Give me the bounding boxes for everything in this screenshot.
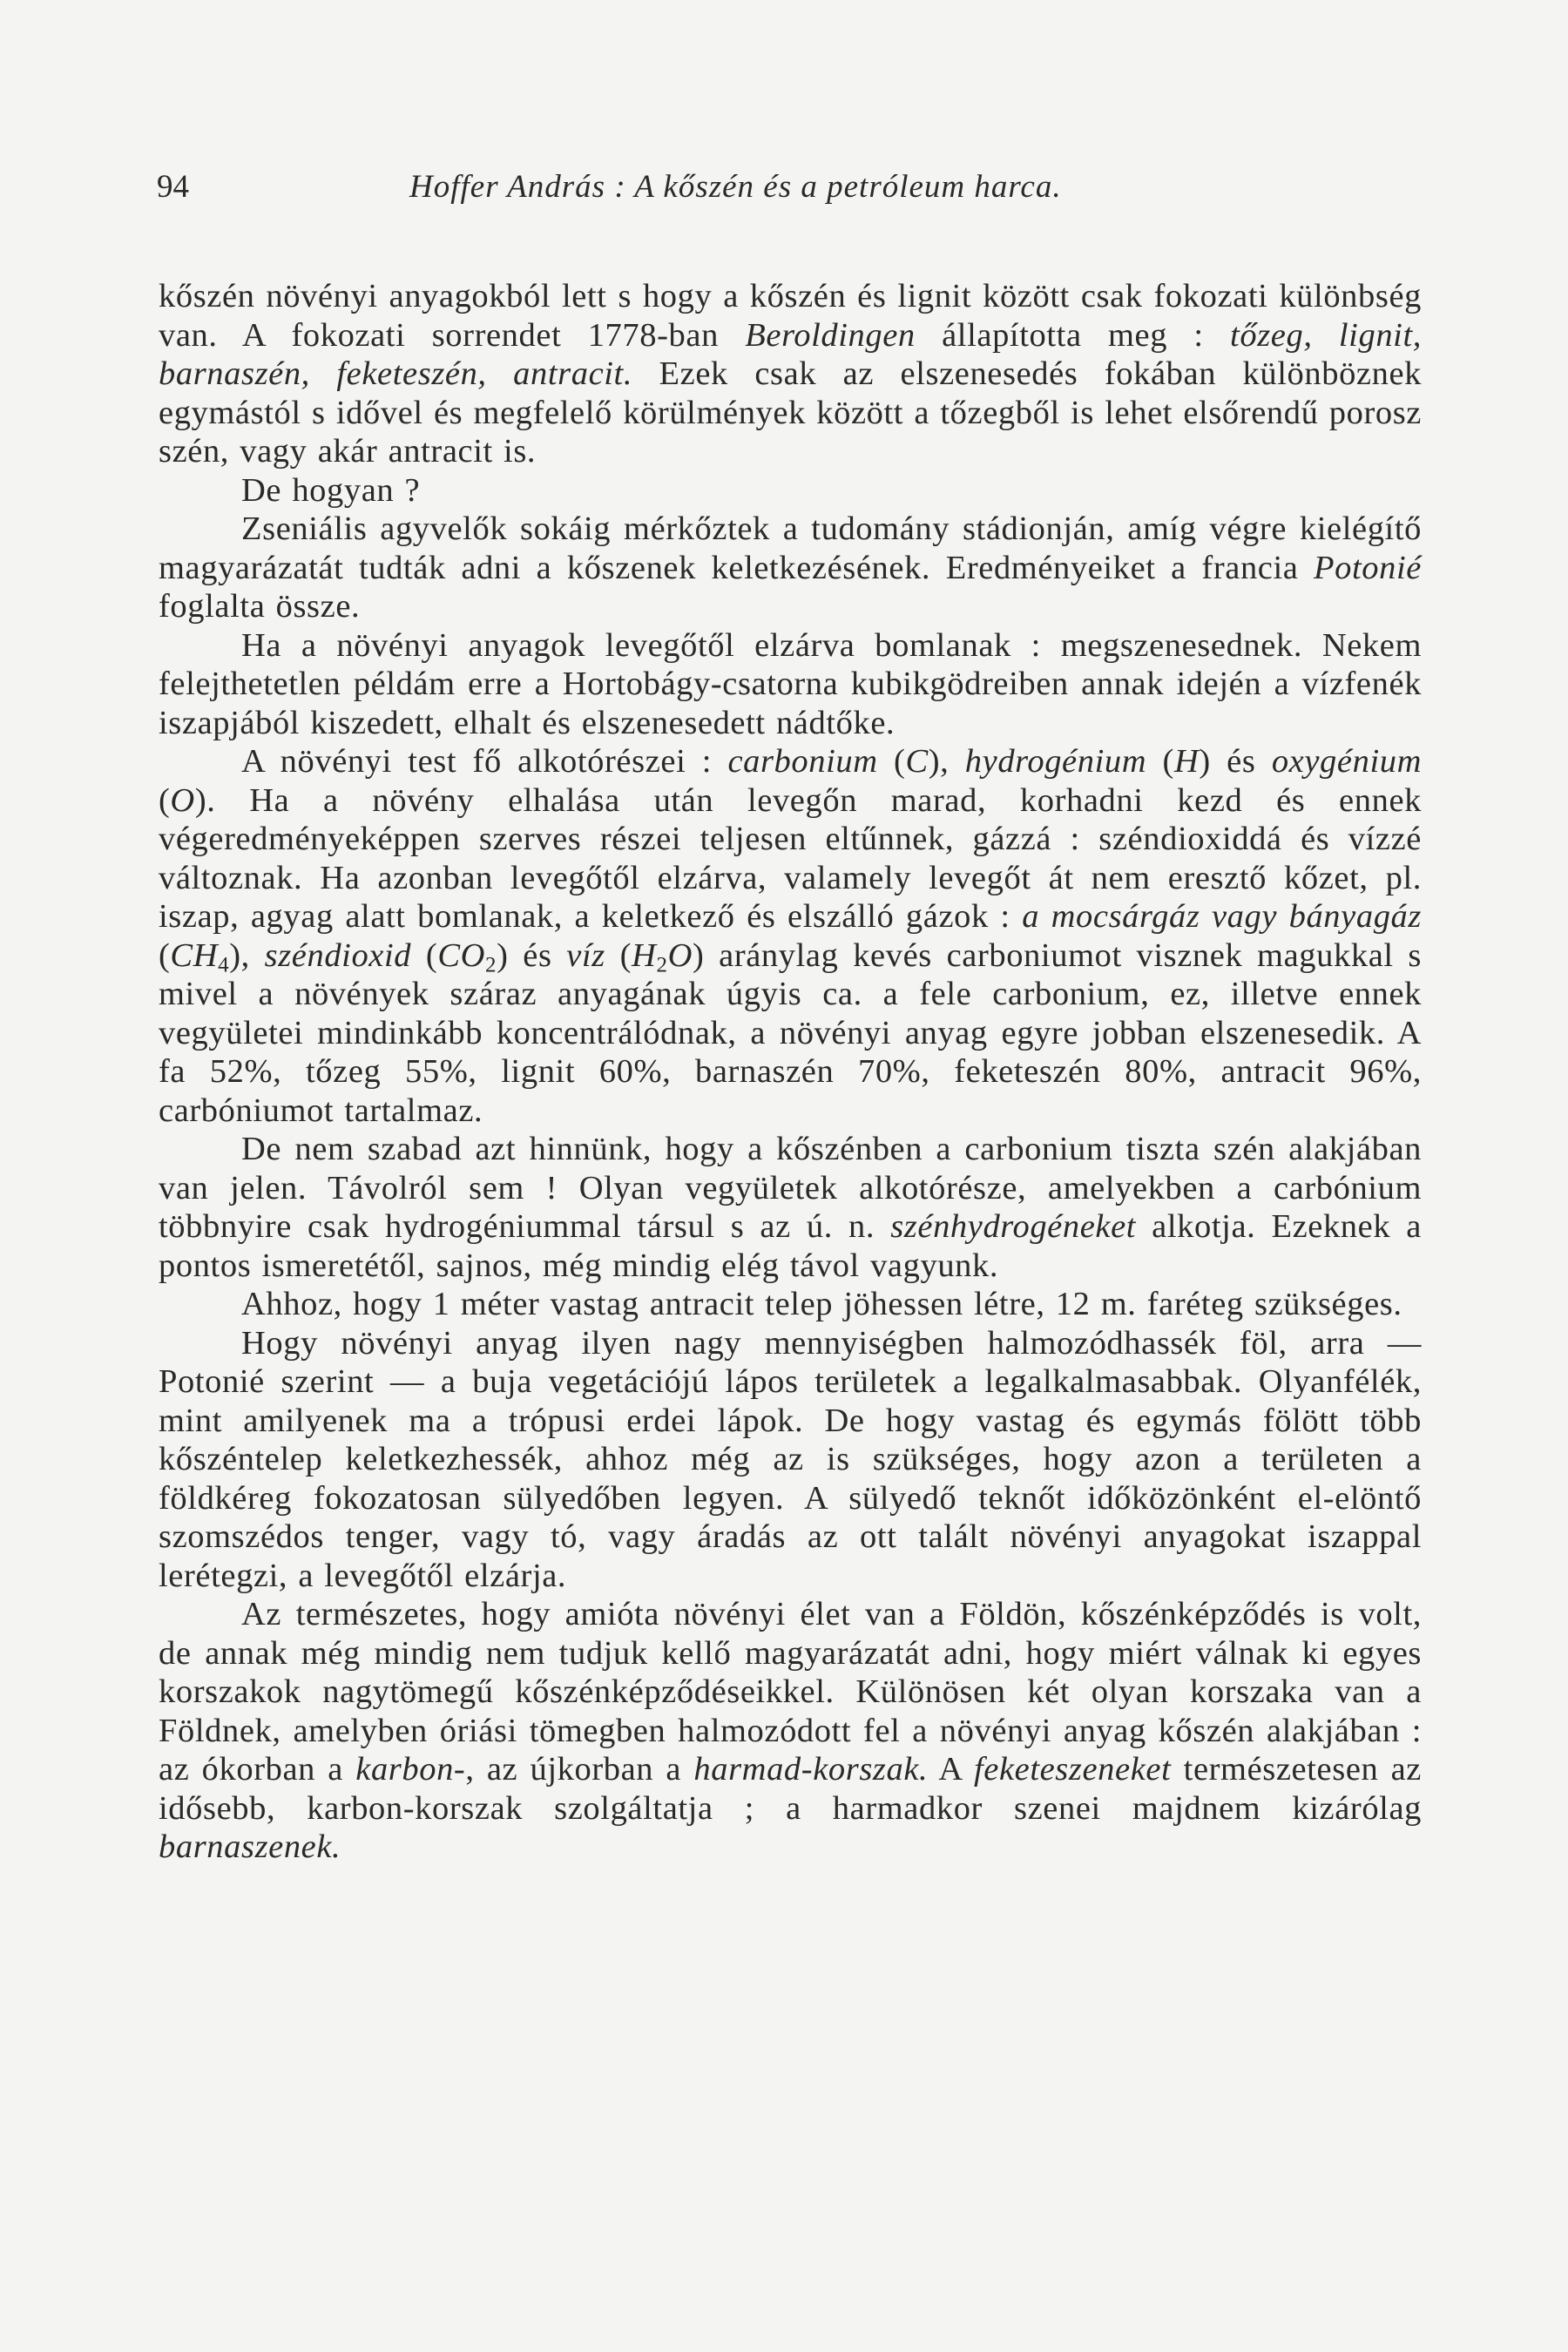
text-run: Ahhoz, hogy 1 méter vastag antracit telep jöhessen létre, 12 m. faréteg szükséges. bbox=[241, 1286, 1402, 1322]
text-run: A növényi test fő alkotórészei : bbox=[241, 743, 728, 780]
text-run: ) aránylag kevés carboniumot visznek magukkal s mivel a növények száraz anyagának úgyis ca. a fele carbonium, ez, illetve ennek vegyületei mindinkább koncentrálódnak, a növényi anyag egyre jobban elszenesedik. A fa 52%, tőzeg 55%, lignit 60%, barnaszén 70%, feketeszén 80%, antracit 96%, carbóniumot tartalmaz. bbox=[159, 936, 1422, 1129]
text-run: ). Ha a növény elhalása után levegőn marad, korhadni kezd és ennek végeredményeképpen szerves részei teljesen eltűnnek, gázzá : széndioxiddá és vízzé változnak. Ha azonban levegőtől elzárva, valamely levegőt át nem eresztő kőzet, pl. iszap, agyag alatt bomlanak, a keletkező és elszálló gázok : bbox=[159, 781, 1422, 935]
text-run: ) és bbox=[497, 936, 567, 974]
italic-text: C bbox=[905, 743, 929, 780]
text-run: De hogyan ? bbox=[241, 471, 421, 509]
italic-text: barnaszenek. bbox=[159, 1828, 341, 1865]
italic-text: CO bbox=[437, 936, 486, 974]
paragraph bbox=[159, 277, 1422, 471]
italic-text: karbon- bbox=[355, 1751, 466, 1788]
italic-text: O bbox=[667, 936, 693, 974]
paragraph bbox=[159, 1324, 1422, 1596]
paragraph bbox=[159, 471, 1422, 510]
italic-text: H bbox=[1173, 743, 1200, 780]
italic-text: harmad-korszak. bbox=[693, 1751, 929, 1788]
italic-text: H bbox=[632, 936, 657, 974]
text-run: természetesen az idősebb, karbon-korszak szolgáltatja ; a harmadkor szenei majdnem kizárólag bbox=[159, 1751, 1422, 1827]
body-text bbox=[159, 277, 1422, 1867]
italic-text: oxygénium bbox=[1271, 743, 1422, 780]
italic-text: tőzeg, lignit, barnaszén, feketeszén, antracit. bbox=[159, 316, 1422, 392]
paragraph bbox=[159, 742, 1422, 1130]
italic-text: hydrogénium bbox=[964, 743, 1147, 780]
text-run: De nem szabad azt hinnünk, hogy a kőszénben a carbonium tiszta szén alakjában van jelen. Távolról sem ! Olyan vegyületek alkotórésze, amelyekben a carbónium többnyire csak hydrogéniummal társul s az ú. n. bbox=[159, 1131, 1422, 1245]
text-run: állapította meg : bbox=[915, 316, 1231, 354]
italic-text: víz bbox=[566, 936, 605, 974]
paragraph bbox=[159, 1285, 1422, 1324]
italic-text: széndioxid bbox=[264, 936, 412, 974]
text-run: foglalta össze. bbox=[159, 588, 361, 625]
text-run: ( bbox=[159, 936, 171, 974]
text-run: ), bbox=[229, 936, 265, 974]
italic-text: Potonié bbox=[1314, 549, 1422, 586]
italic-text: carbonium bbox=[727, 743, 878, 780]
text-run: Ezek csak az elszenesedés fokában különböznek egymástól s idővel és megfelelő körülmények között a tőzegből is lehet elsőrendű porosz szén, vagy akár antracit is. bbox=[159, 355, 1422, 470]
text-run: Hogy növényi anyag ilyen nagy mennyiségben halmozódhassék föl, arra — Potonié szerint — a buja vegetációjú lápos területek a legalkalmasabbak. Olyanfélék, mint amilyenek ma a trópusi erdei lápok. De hogy vastag és egymás fölött több kőszéntelep keletkezhessék, ahhoz még az is szükséges, hogy azon a területen a földkéreg fokozatosan sülyedőben legyen. A sülyedő teknőt időközönként el-elöntő szomszédos tenger, vagy tó, vagy áradás az ott talált növényi anyagokat iszappal lerétegzi, a levegőtől elzárja. bbox=[159, 1324, 1422, 1594]
italic-text: Beroldingen bbox=[745, 316, 916, 354]
text-run: ( bbox=[411, 936, 438, 974]
text-run: ( bbox=[605, 936, 632, 974]
text-run: A bbox=[928, 1751, 974, 1788]
italic-text: szénhydrogéneket bbox=[890, 1208, 1137, 1245]
text-run: Ha a növényi anyagok levegőtől elzárva bomlanak : megszenesednek. Nekem felejthetetlen példám erre a Hortobágy-csatorna kubikgödreiben annak idején a vízfenék iszapjából kiszedett, elhalt és elszenesedett nádtőke. bbox=[159, 626, 1422, 741]
text-run: kőszén növényi anyagokból lett s hogy a kőszén és lignit között csak fokozati különbség van. A fokozati sorrendet 1778-ban bbox=[159, 278, 1422, 354]
paragraph bbox=[159, 510, 1422, 626]
text-run: , az újkorban a bbox=[465, 1751, 694, 1788]
italic-text: CH bbox=[170, 936, 219, 974]
text-run: ( bbox=[159, 781, 171, 819]
text-run: alkotja. Ezeknek a pontos ismeretétől, sajnos, még mindig elég távol vagyunk. bbox=[159, 1208, 1422, 1284]
subscript: 4 bbox=[218, 952, 230, 977]
paragraph bbox=[159, 1595, 1422, 1867]
text-run: ( bbox=[877, 743, 906, 780]
paragraph bbox=[159, 626, 1422, 743]
running-title: Hoffer András : A kőszén és a petróleum harca. bbox=[409, 169, 1062, 205]
page-number: 94 bbox=[157, 169, 189, 205]
subscript: 2 bbox=[656, 952, 668, 977]
text-run: Az természetes, hogy amióta növényi élet van a Földön, kőszénképződés is volt, de annak még mindig nem tudjuk kellő magyarázatát adni, hogy miért válnak ki egyes korszakok nagytömegű kőszénképződéseikkel. Különösen két olyan korszaka van a Földnek, amelyben óriási tömegben halmozódott fel a növényi anyag kőszén alakjában : az ókorban a bbox=[159, 1596, 1422, 1788]
subscript: 2 bbox=[485, 952, 497, 977]
italic-text: feketeszeneket bbox=[973, 1751, 1172, 1788]
italic-text: O bbox=[170, 781, 195, 819]
text-run: ( bbox=[1146, 743, 1174, 780]
text-run: ), bbox=[928, 743, 965, 780]
text-run: ) és bbox=[1199, 743, 1272, 780]
text-run: Zseniális agyvelők sokáig mérkőztek a tudomány stádionján, amíg végre kielégítő magyarázatát tudták adni a kőszenek keletkezésének. Eredményeiket a francia bbox=[159, 510, 1422, 586]
running-head bbox=[157, 166, 1420, 209]
paragraph bbox=[159, 1130, 1422, 1285]
italic-text: a mocsárgáz vagy bányagáz bbox=[1022, 898, 1422, 935]
